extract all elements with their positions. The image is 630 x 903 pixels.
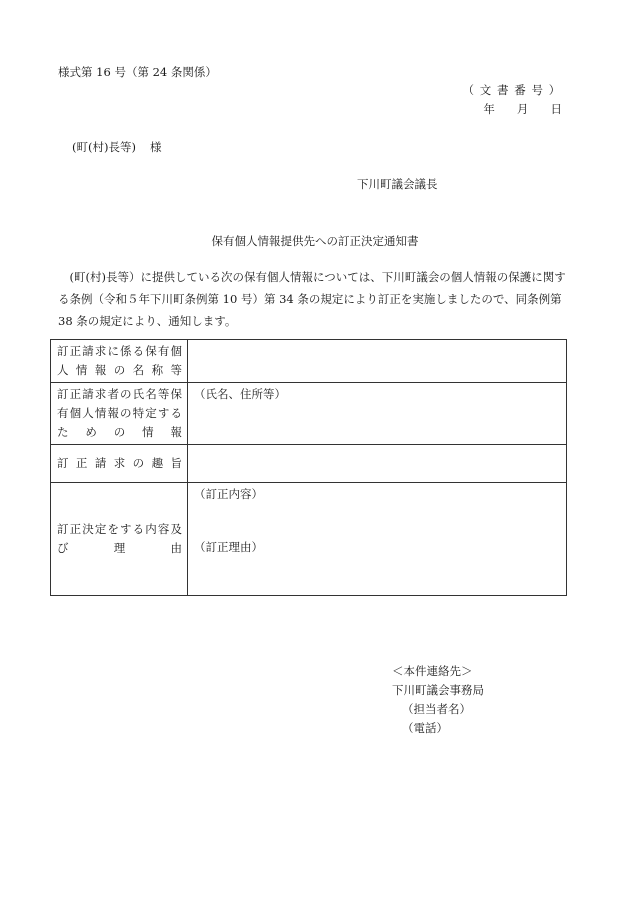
sender: 下川町議会議長 xyxy=(357,177,438,191)
row-value-info-name xyxy=(188,340,567,383)
document-title: 保有個人情報提供先への訂正決定通知書 xyxy=(211,234,419,248)
row-label-requester: 訂正請求者の氏名等保有個人情報の特定するための情報 xyxy=(51,383,188,445)
addressee-honorific: 様 xyxy=(149,140,162,154)
contact-office: 下川町議会事務局 xyxy=(392,683,484,697)
contact-phone: （電話） xyxy=(402,721,448,735)
table-row xyxy=(51,340,567,383)
row-label-decision: 訂正決定をする内容及び理由 xyxy=(51,483,188,596)
row-label-purpose: 訂正請求の趣旨 xyxy=(51,445,188,483)
form-table xyxy=(50,339,567,596)
row-value-requester: （氏名、住所等） xyxy=(188,383,567,445)
document-number: （文書番号） xyxy=(462,83,566,97)
row-value-decision xyxy=(188,483,567,596)
contact-block xyxy=(392,662,484,738)
body-text: (町(村)長等）に提供している次の保有個人情報については、下川町議会の個人情報の保護に関する条例（令和５年下川町条例第 10 号）第 34 条の規定により訂正を実施しましたので、同条例第 38 条の規定により、通知します。 xyxy=(58,270,566,328)
document-date: 年 月 日 xyxy=(483,102,562,116)
addressee xyxy=(72,141,161,155)
table-row xyxy=(51,383,567,445)
decision-reason-label: （訂正理由） xyxy=(194,540,263,554)
form-number: 様式第 16 号（第 24 条関係） xyxy=(58,65,217,79)
table-row xyxy=(51,445,567,483)
addressee-name: (町(村)長等) xyxy=(72,140,136,154)
contact-person: （担当者名） xyxy=(402,702,471,716)
row-value-purpose xyxy=(188,445,567,483)
contact-heading: ＜本件連絡先＞ xyxy=(392,664,473,678)
row-label-info-name: 訂正請求に係る保有個人情報の名称等 xyxy=(51,340,188,383)
table-row xyxy=(51,483,567,596)
decision-content-label: （訂正内容） xyxy=(194,487,263,501)
